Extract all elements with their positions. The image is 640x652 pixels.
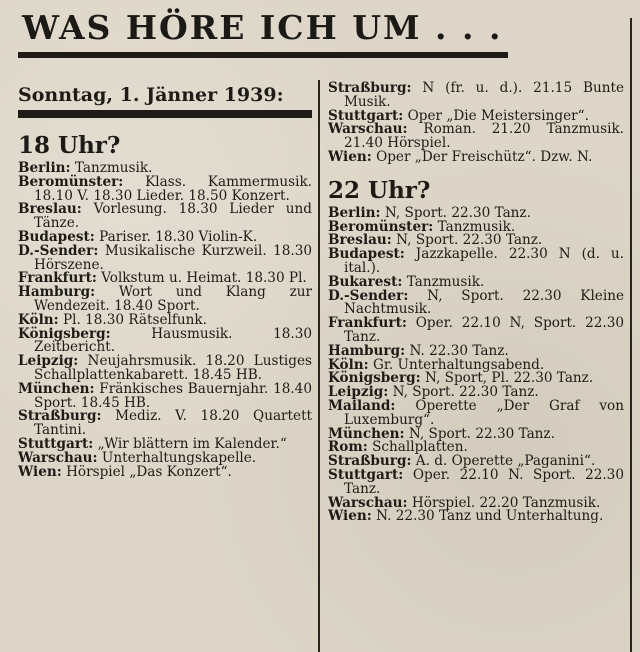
left-column xyxy=(18,80,312,479)
column-divider xyxy=(318,80,320,652)
station-name: München: xyxy=(18,380,95,397)
station-name: München: xyxy=(328,425,405,442)
station-name: Beromünster: xyxy=(328,218,434,235)
station-name: Stuttgart: xyxy=(18,435,94,452)
listing-entry xyxy=(18,203,312,231)
listing-entry xyxy=(328,248,624,276)
station-name: Königsberg: xyxy=(328,370,421,387)
program-text: Tanzmusik. xyxy=(406,273,485,290)
station-name: Breslau: xyxy=(328,232,392,249)
station-name: Budapest: xyxy=(18,228,95,245)
listing-entry xyxy=(18,325,312,356)
station-name: Frankfurt: xyxy=(328,315,407,332)
date-heading: Sonntag, 1. Jänner 1939: xyxy=(18,84,284,106)
station-name: Mailand: xyxy=(328,397,396,414)
listing-entry xyxy=(18,173,313,204)
masthead-title: WAS HÖRE ICH UM . . . xyxy=(22,8,503,47)
station-name: Hamburg: xyxy=(18,284,96,301)
program-text: Tanzmusik. xyxy=(74,160,153,176)
program-text: Tanzmusik. xyxy=(437,218,516,235)
listing-entry xyxy=(328,510,624,524)
station-name: D.-Sender: xyxy=(328,287,409,304)
listing-entry xyxy=(328,317,624,345)
program-text: Roman. 21.20 Tanzmusik. 21.40 Hörspiel. xyxy=(344,121,625,152)
program-text: Neujahrsmusik. 18.20 Lustiges Schallplattenkabarett. 18.45 HB. xyxy=(34,353,312,383)
station-name: Rom: xyxy=(328,439,368,456)
station-name: Straßburg: xyxy=(328,80,412,96)
program-text: Jazzkapelle. 22.30 N (d. u. ital.). xyxy=(344,246,624,276)
masthead-rule xyxy=(18,52,508,58)
station-name: Stuttgart: xyxy=(328,466,404,483)
station-name: Warschau: xyxy=(18,449,98,466)
program-text: Gr. Unterhaltungsabend. xyxy=(372,356,545,373)
listing-entry xyxy=(328,148,624,165)
program-text: N (fr. u. d.). 21.15 Bunte Musik. xyxy=(344,80,624,110)
program-text: Operette „Der Graf von Luxemburg“. xyxy=(344,397,624,428)
program-text: Oper „Die Meistersinger“. xyxy=(407,107,589,124)
hour-heading-22: 22 Uhr? xyxy=(328,176,431,204)
station-name: Leipzig: xyxy=(328,384,389,401)
program-text: Oper „Der Freischütz“. Dzw. N. xyxy=(376,148,593,165)
station-name: Köln: xyxy=(18,311,59,328)
program-text: N, Sport. 22.30 Tanz. xyxy=(384,204,531,221)
hour-heading-18: 18 Uhr? xyxy=(18,132,121,159)
program-text: Wort und Klang zur Wendezeit. 18.40 Sport. xyxy=(34,284,312,314)
program-text: A. d. Operette „Paganini“. xyxy=(415,453,596,470)
program-text: N. 22.30 Tanz und Unterhaltung. xyxy=(376,508,604,525)
station-name: Wien: xyxy=(328,508,372,525)
program-text: N, Sport, Pl. 22.30 Tanz. xyxy=(424,370,594,387)
listing-entry xyxy=(18,286,312,314)
station-name: Bukarest: xyxy=(328,273,403,290)
station-name: Wien: xyxy=(18,463,62,480)
station-name: Köln: xyxy=(328,356,369,373)
station-name: Straßburg: xyxy=(18,408,102,425)
station-name: Stuttgart: xyxy=(328,107,404,124)
date-rule xyxy=(18,110,312,118)
program-text: Pariser. 18.30 Violin-K. xyxy=(99,228,258,245)
program-text: Pl. 18.30 Rätselfunk. xyxy=(62,311,207,328)
listing-continued xyxy=(328,82,624,165)
listing-entry xyxy=(18,410,312,438)
listing-entry xyxy=(18,242,312,273)
program-text: N, Sport. 22.30 Tanz. xyxy=(396,232,543,249)
station-name: Beromünster: xyxy=(18,173,124,190)
station-name: Berlin: xyxy=(18,160,71,176)
program-text: N, Sport. 22.30 Kleine Nachtmusik. xyxy=(344,287,624,318)
station-name: Hamburg: xyxy=(328,342,406,359)
listing-entry xyxy=(328,397,624,428)
program-text: Mediz. V. 18.20 Quartett Tantini. xyxy=(34,408,312,439)
right-column xyxy=(328,82,624,524)
program-text: Oper. 22.10 N, Sport. 22.30 Tanz. xyxy=(344,315,624,345)
station-name: Wien: xyxy=(328,148,372,165)
program-text: N, Sport. 22.30 Tanz. xyxy=(408,425,555,442)
listing-entry xyxy=(18,380,312,411)
station-name: Frankfurt: xyxy=(18,270,97,287)
program-text: „Wir blättern im Kalender.“ xyxy=(97,435,287,452)
program-text: Hörspiel „Das Konzert“. xyxy=(66,463,232,480)
program-text: Fränkisches Bauernjahr. 18.40 Sport. 18.45 HB. xyxy=(34,380,312,411)
program-text: Klass. Kammermusik. 18.10 V. 18.30 Lieder. 18.50 Konzert. xyxy=(34,173,313,204)
page-edge-rule xyxy=(630,18,632,652)
listing-entry xyxy=(328,287,624,318)
station-name: Straßburg: xyxy=(328,453,412,470)
listing-22-uhr xyxy=(328,204,624,525)
program-text: Hausmusik. 18.30 Zeitbericht. xyxy=(34,325,312,356)
program-text: Hörspiel. 22.20 Tanzmusik. xyxy=(411,494,601,511)
listing-18-uhr xyxy=(18,162,312,479)
program-text: Volkstum u. Heimat. 18.30 Pl. xyxy=(101,270,307,287)
program-text: N, Sport. 22.30 Tanz. xyxy=(392,384,539,401)
station-name: D.-Sender: xyxy=(18,242,99,259)
program-text: Schallplatten. xyxy=(372,439,468,456)
listing-entry xyxy=(18,355,312,383)
listing-entry xyxy=(18,463,312,480)
station-name: Leipzig: xyxy=(18,353,79,370)
listing-entry xyxy=(328,466,624,497)
station-name: Breslau: xyxy=(18,201,82,218)
listing-entry xyxy=(328,123,624,151)
station-name: Berlin: xyxy=(328,204,381,221)
station-name: Warschau: xyxy=(328,121,408,138)
station-name: Budapest: xyxy=(328,246,405,263)
station-name: Warschau: xyxy=(328,494,408,511)
listing-entry xyxy=(328,82,624,110)
program-text: Vorlesung. 18.30 Lieder und Tänze. xyxy=(34,201,312,232)
program-text: Oper. 22.10 N. Sport. 22.30 Tanz. xyxy=(344,466,624,497)
program-text: Musikalische Kurzweil. 18.30 Hörszene. xyxy=(34,242,312,273)
station-name: Königsberg: xyxy=(18,325,111,342)
program-text: Unterhaltungskapelle. xyxy=(101,449,257,466)
program-text: N. 22.30 Tanz. xyxy=(409,342,509,359)
